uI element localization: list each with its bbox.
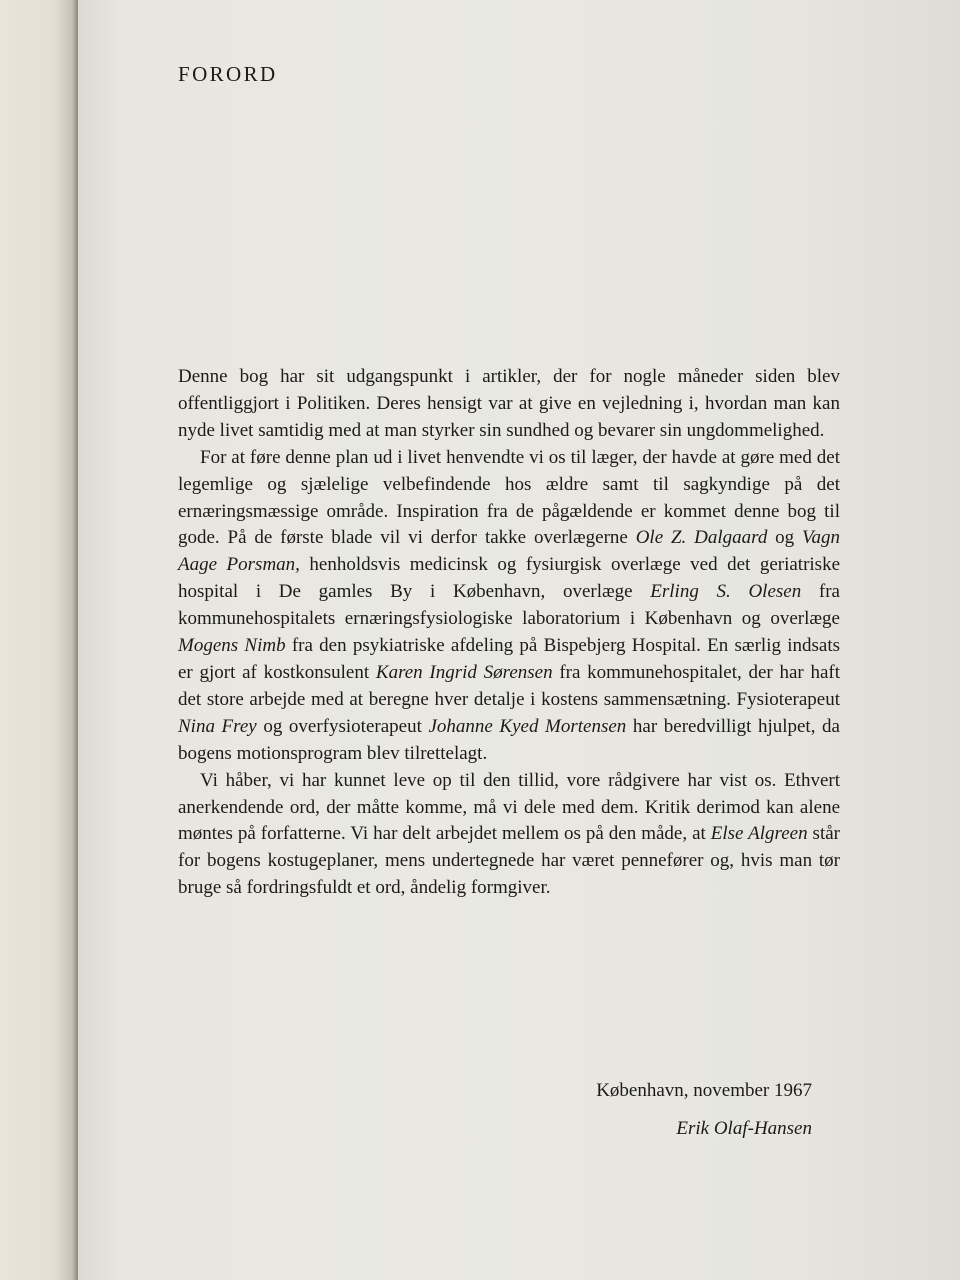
italic-name: Karen Ingrid Sørensen xyxy=(375,661,553,683)
paragraph-2 xyxy=(178,445,840,768)
italic-name: Erling S. Olesen xyxy=(650,581,802,603)
text-run: fra kommunehospitalets ernæringsfysiologiske laboratorium i København og overlæge xyxy=(178,581,840,630)
italic-name: Ole Z. Dalgaard xyxy=(635,527,768,549)
previous-page-edge xyxy=(0,0,78,1280)
italic-name: Nina Frey xyxy=(178,715,257,737)
text-run: fra den psykiatriske afdeling på Bispebjerg Hospital. En særlig indsats er gjort af kostkonsulent xyxy=(178,635,841,683)
page-heading: FORORD xyxy=(178,62,278,86)
text-run: og xyxy=(767,527,803,549)
italic-name: Mogens Nimb xyxy=(178,635,286,657)
text-run: Vi håber, vi har kunnet leve op til den tillid, vore rådgivere har vist os. Ethvert anerkendende ord, der måtte komme, må vi dele med dem. Kritik derimod kan alene møntes på forfatterne. Vi har delt arbejdet mellem os på den måde, at xyxy=(178,769,840,845)
paragraph-1 xyxy=(178,364,840,445)
italic-name: Johanne Kyed Mortensen xyxy=(428,715,627,737)
author-signature: Erik Olaf-Hansen xyxy=(676,1118,812,1139)
text-run: henholdsvis medicinsk og fysiurgisk overlæge ved det geriatriske hospital i De gamles By i København, overlæge xyxy=(178,554,840,603)
text-run: og overfysioterapeut xyxy=(256,715,429,737)
paragraph-3 xyxy=(178,768,840,903)
book-page xyxy=(78,0,960,1280)
place-and-date: København, november 1967 xyxy=(596,1080,812,1101)
text-run: fra kommunehospitalet, der har haft det store arbejde med at beregne hver detalje i kostens sammensætning. Fysioterapeut xyxy=(178,661,841,710)
text-run: Denne bog har sit udgangspunkt i artikler, der for nogle måneder siden blev offentliggjort i Politiken. Deres hensigt var at give en vejledning i, hvordan man kan nyde livet samtidig med at man styrker sin sundhed og bevarer sin ungdommelighed. xyxy=(178,366,840,441)
foreword-body xyxy=(178,364,840,902)
text-run: For at føre denne plan ud i livet henvendte vi os til læger, der havde at gøre med det legemlige og sjælelige velbefindende hos ældre samt til sagkyndige på det ernæringsmæssige område. Inspiration fra de pågældende er kommet denne bog til gode. På de første blade vil vi derfor takke overlægerne xyxy=(178,446,840,549)
italic-name: Vagn Aage Porsman, xyxy=(178,527,841,576)
text-run: står for bogens kostugeplaner, mens undertegnede har været pennefører og, hvis man tør bruge så fordringsfuldt et ord, åndelig formgiver. xyxy=(178,823,840,899)
text-run: har beredvilligt hjulpet, da bogens motionsprogram blev tilrettelagt. xyxy=(178,715,840,764)
italic-name: Else Algreen xyxy=(710,823,808,845)
